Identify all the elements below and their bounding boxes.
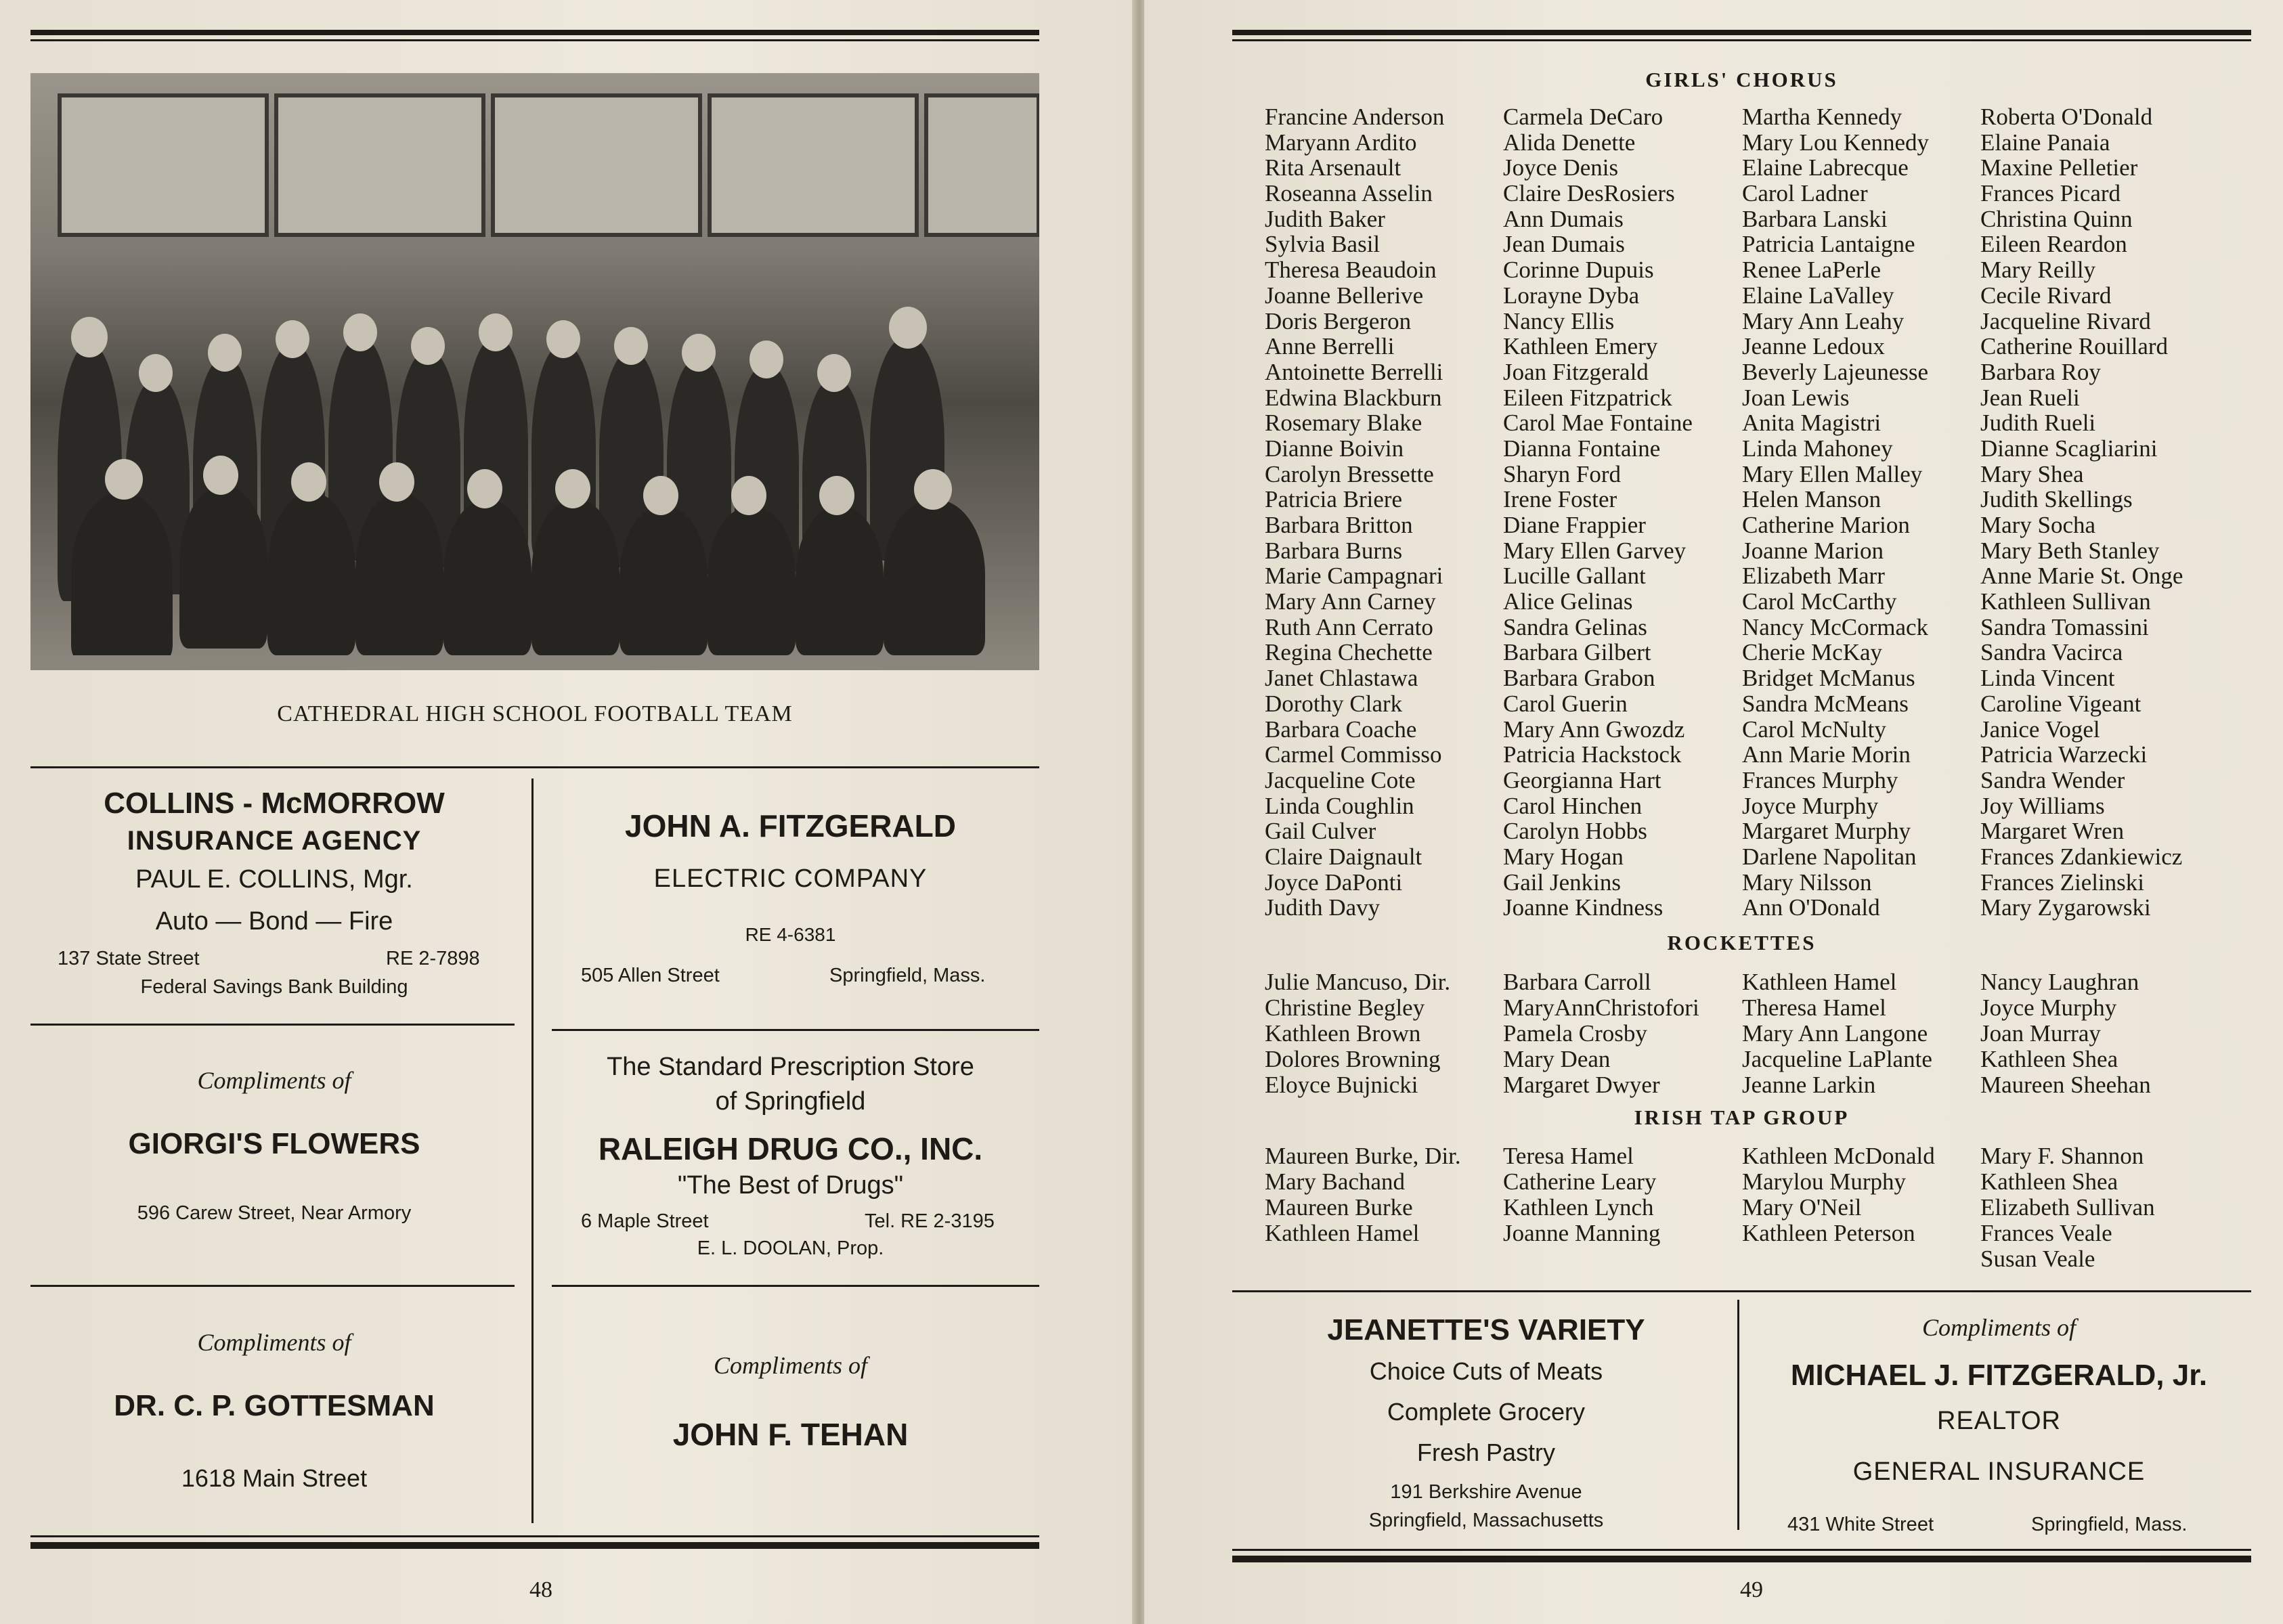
member-name: Teresa Hamel	[1503, 1143, 1634, 1169]
tehan-compliments: Compliments of	[713, 1352, 867, 1379]
fitzgerald-electric-city: Springfield, Mass.	[829, 965, 986, 986]
member-name: Barbara Gilbert	[1503, 639, 1651, 666]
window-pane	[58, 93, 269, 237]
member-name: Dianna Fontaine	[1503, 435, 1661, 462]
page-number-left: 48	[529, 1577, 552, 1602]
player-head	[479, 313, 513, 351]
member-name: Mary O'Neil	[1742, 1194, 1862, 1221]
player-figure	[796, 506, 884, 655]
window-pane	[708, 93, 919, 237]
member-name: Christina Quinn	[1980, 205, 2133, 232]
michael-address: 431 White Street	[1787, 1514, 1934, 1535]
michael-line-1: REALTOR	[1937, 1407, 2061, 1435]
player-head	[731, 476, 766, 515]
member-name: Joanne Kindness	[1503, 894, 1664, 921]
member-name: Frances Veale	[1980, 1220, 2112, 1246]
member-name: Gail Culver	[1265, 818, 1376, 845]
collins-building: Federal Savings Bank Building	[140, 976, 408, 998]
member-name: Corinne Dupuis	[1503, 257, 1654, 284]
ad-grid-rule	[30, 1285, 515, 1287]
raleigh-slogan: "The Best of Drugs"	[677, 1171, 904, 1200]
collins-manager: PAUL E. COLLINS, Mgr.	[135, 865, 413, 894]
member-name: Joanne Marion	[1742, 537, 1884, 564]
left-page	[0, 0, 1135, 1624]
member-name: Rita Arsenault	[1265, 154, 1401, 181]
member-name: Carmela DeCaro	[1503, 104, 1664, 130]
member-name: Ruth Ann Cerrato	[1265, 613, 1433, 640]
member-name: Anne Marie St. Onge	[1980, 563, 2183, 590]
member-name: Kathleen Peterson	[1742, 1220, 1915, 1246]
member-name: Dolores Browning	[1265, 1046, 1441, 1072]
member-name: Theresa Hamel	[1742, 994, 1886, 1021]
player-figure	[267, 493, 355, 655]
member-name: Alice Gelinas	[1503, 588, 1633, 615]
rockettes-column-1	[1265, 969, 1450, 1098]
member-name: Joyce Denis	[1503, 154, 1619, 181]
collins-lines: Auto — Bond — Fire	[155, 907, 393, 936]
player-head	[889, 307, 927, 349]
member-name: Maureen Burke, Dir.	[1265, 1143, 1461, 1169]
member-name: Carmel Commisso	[1265, 741, 1442, 768]
player-head	[411, 327, 445, 365]
member-name: Renee LaPerle	[1742, 257, 1882, 284]
gottesman-name: DR. C. P. GOTTESMAN	[114, 1389, 435, 1422]
member-name: Francine Anderson	[1265, 104, 1445, 130]
player-figure	[443, 500, 531, 655]
chorus-column-3	[1742, 104, 1929, 921]
window-pane	[491, 93, 702, 237]
player-head	[749, 341, 783, 378]
member-name: Anita Magistri	[1742, 410, 1882, 437]
member-name: MaryAnnChristofori	[1503, 994, 1699, 1021]
member-name: Doris Bergeron	[1265, 307, 1412, 334]
member-name: Joyce DaPonti	[1265, 869, 1403, 896]
member-name: Maureen Burke	[1265, 1194, 1413, 1221]
player-head	[819, 476, 854, 515]
member-name: Barbara Lanski	[1742, 205, 1888, 232]
rockettes-heading: ROCKETTES	[1667, 931, 1817, 954]
member-name: Julie Mancuso, Dir.	[1265, 969, 1451, 995]
raleigh-prop: E. L. DOOLAN, Prop.	[697, 1237, 884, 1259]
jeanette-address: 191 Berkshire Avenue	[1390, 1481, 1582, 1503]
player-figure	[708, 506, 796, 655]
member-name: Carol Guerin	[1503, 690, 1628, 717]
member-name: Elaine Panaia	[1980, 129, 2110, 156]
right-page	[1144, 0, 2283, 1624]
member-name: Bridget McManus	[1742, 665, 1915, 692]
member-name: Elizabeth Marr	[1742, 563, 1885, 590]
member-name: Carolyn Bressette	[1265, 460, 1434, 487]
chorus-column-4	[1980, 104, 2183, 921]
member-name: Barbara Burns	[1265, 537, 1403, 564]
team-photo	[30, 73, 1039, 670]
player-head	[203, 456, 238, 495]
member-name: Sandra Vacirca	[1980, 639, 2123, 666]
top-rule	[30, 30, 1039, 35]
player-head	[682, 334, 716, 372]
member-name: Linda Vincent	[1980, 665, 2115, 692]
player-figure	[619, 506, 708, 655]
page-number-right: 49	[1740, 1577, 1763, 1602]
member-name: Kathleen Brown	[1265, 1020, 1421, 1047]
member-name: Judith Davy	[1265, 894, 1380, 921]
member-name: Jean Rueli	[1980, 384, 2080, 411]
member-name: Judith Skellings	[1980, 486, 2133, 513]
bottom-rule-thin	[1232, 1549, 2251, 1551]
gottesman-address: 1618 Main Street	[181, 1464, 368, 1492]
ad-grid-rule	[552, 1285, 1039, 1287]
member-name: Judith Rueli	[1980, 410, 2096, 437]
member-name: Kathleen Hamel	[1742, 969, 1897, 995]
member-name: Barbara Roy	[1980, 358, 2101, 385]
member-name: Christine Begley	[1265, 994, 1425, 1021]
raleigh-phone: Tel. RE 2-3195	[865, 1210, 995, 1232]
member-name: Barbara Grabon	[1503, 665, 1655, 692]
member-name: Linda Coughlin	[1265, 792, 1414, 819]
member-name: Elaine LaValley	[1742, 282, 1894, 309]
member-name: Kathleen Hamel	[1265, 1220, 1420, 1246]
member-name: Mary Bachand	[1265, 1168, 1406, 1195]
fitzgerald-electric-address: 505 Allen Street	[581, 965, 720, 986]
irish-column-1	[1265, 1143, 1461, 1246]
member-name: Jacqueline Rivard	[1980, 307, 2151, 334]
player-head	[643, 476, 678, 515]
window-pane	[924, 93, 1039, 237]
rockettes-column-3	[1742, 969, 1932, 1098]
raleigh-tagline-1: The Standard Prescription Store	[607, 1053, 974, 1081]
member-name: Sharyn Ford	[1503, 460, 1622, 487]
player-head	[291, 462, 326, 502]
ground	[30, 655, 1039, 670]
member-name: Maryann Ardito	[1265, 129, 1417, 156]
member-name: Janet Chlastawa	[1265, 665, 1418, 692]
ad-grid-rule	[552, 1029, 1039, 1031]
member-name: Kathleen Emery	[1503, 333, 1658, 360]
member-name: Joyce Murphy	[1980, 994, 2117, 1021]
member-name: Carol McCarthy	[1742, 588, 1897, 615]
photo-caption: CATHEDRAL HIGH SCHOOL FOOTBALL TEAM	[277, 701, 793, 726]
member-name: Alida Denette	[1503, 129, 1636, 156]
member-name: Beverly Lajeunesse	[1742, 358, 1929, 385]
member-name: Antoinette Berrelli	[1265, 358, 1443, 385]
member-name: Sandra Tomassini	[1980, 613, 2149, 640]
player-head	[379, 462, 414, 502]
member-name: Frances Zielinski	[1980, 869, 2145, 896]
member-name: Mary Shea	[1980, 460, 2084, 487]
member-name: Mary Zygarowski	[1980, 894, 2151, 921]
member-name: Maureen Sheehan	[1980, 1072, 2151, 1098]
member-name: Georgianna Hart	[1503, 766, 1661, 793]
player-figure	[531, 500, 619, 655]
member-name: Mary Dean	[1503, 1046, 1611, 1072]
member-name: Claire DesRosiers	[1503, 180, 1675, 207]
irish-column-2	[1503, 1143, 1660, 1246]
rockettes-column-2	[1503, 969, 1699, 1098]
member-name: Roseanna Asselin	[1265, 180, 1433, 207]
jeanette-line-2: Complete Grocery	[1387, 1398, 1586, 1426]
player-head	[139, 354, 173, 392]
member-name: Diane Frappier	[1503, 512, 1646, 538]
member-name: Sandra McMeans	[1742, 690, 1909, 717]
member-name: Mary Beth Stanley	[1980, 537, 2160, 564]
member-name: Mary Ann Gwozdz	[1503, 716, 1685, 743]
member-name: Sandra Gelinas	[1503, 613, 1647, 640]
member-name: Mary F. Shannon	[1980, 1143, 2144, 1169]
giorgi-name: GIORGI'S FLOWERS	[128, 1127, 420, 1160]
michael-line-2: GENERAL INSURANCE	[1852, 1457, 2146, 1486]
fitzgerald-electric-phone: RE 4-6381	[745, 924, 836, 945]
member-name: Irene Foster	[1503, 486, 1617, 513]
member-name: Anne Berrelli	[1265, 333, 1395, 360]
irish-column-4	[1980, 1143, 2155, 1272]
member-name: Kathleen Lynch	[1503, 1194, 1654, 1221]
member-name: Carol Ladner	[1742, 180, 1868, 207]
player-head	[546, 320, 580, 358]
member-name: Dorothy Clark	[1265, 690, 1403, 717]
member-name: Nancy Laughran	[1980, 969, 2139, 995]
member-name: Barbara Carroll	[1503, 969, 1651, 995]
member-name: Sandra Wender	[1980, 766, 2125, 793]
member-name: Nancy McCormack	[1742, 613, 1929, 640]
fitzgerald-electric-name: JOHN A. FITZGERALD	[625, 808, 956, 843]
bottom-rule-thin	[30, 1535, 1039, 1537]
member-name: Mary Hogan	[1503, 843, 1624, 870]
member-name: Mary Reilly	[1980, 257, 2096, 284]
member-name: Jacqueline LaPlante	[1742, 1046, 1932, 1072]
player-head	[71, 317, 108, 357]
member-name: Barbara Coache	[1265, 716, 1417, 743]
collins-phone: RE 2-7898	[386, 948, 480, 969]
member-name: Susan Veale	[1980, 1246, 2095, 1272]
member-name: Jacqueline Cote	[1265, 766, 1416, 793]
member-name: Edwina Blackburn	[1265, 384, 1442, 411]
jeanette-city: Springfield, Massachusetts	[1368, 1510, 1604, 1531]
giorgi-compliments: Compliments of	[197, 1067, 351, 1094]
member-name: Gail Jenkins	[1503, 869, 1622, 896]
member-name: Darlene Napolitan	[1742, 843, 1917, 870]
jeanette-line-3: Fresh Pastry	[1416, 1439, 1556, 1466]
member-name: Catherine Leary	[1503, 1168, 1657, 1195]
member-name: Eileen Fitzpatrick	[1503, 384, 1672, 411]
member-name: Linda Mahoney	[1742, 435, 1893, 462]
member-name: Claire Daignault	[1265, 843, 1422, 870]
member-name: Joanne Manning	[1503, 1220, 1661, 1246]
member-name: Cherie McKay	[1742, 639, 1883, 666]
member-name: Regina Chechette	[1265, 639, 1433, 666]
member-name: Caroline Vigeant	[1980, 690, 2141, 717]
top-rule-thin	[30, 39, 1039, 41]
member-name: Frances Zdankiewicz	[1980, 843, 2183, 870]
player-head	[105, 459, 143, 500]
member-name: Ann O'Donald	[1742, 894, 1880, 921]
member-name: Janice Vogel	[1980, 716, 2100, 743]
member-name: Mary Ann Carney	[1265, 588, 1436, 615]
member-name: Jean Dumais	[1503, 231, 1625, 258]
player-head	[467, 469, 502, 508]
member-name: Margaret Wren	[1980, 818, 2125, 845]
member-name: Joy Williams	[1980, 792, 2105, 819]
member-name: Mary Ann Leahy	[1742, 307, 1905, 334]
member-name: Lorayne Dyba	[1503, 282, 1640, 309]
member-name: Catherine Marion	[1742, 512, 1910, 538]
member-name: Joan Lewis	[1742, 384, 1850, 411]
member-name: Patricia Lantaigne	[1742, 231, 1915, 258]
top-rule-thin	[1232, 39, 2251, 41]
member-name: Carol McNulty	[1742, 716, 1886, 743]
member-name: Margaret Dwyer	[1503, 1072, 1660, 1098]
bottom-rule	[30, 1542, 1039, 1549]
member-name: Elaine Labrecque	[1742, 154, 1909, 181]
member-name: Theresa Beaudoin	[1265, 257, 1437, 284]
ad-grid-rule	[1232, 1290, 2251, 1292]
member-name: Lucille Gallant	[1503, 563, 1646, 590]
member-name: Mary Ann Langone	[1742, 1020, 1928, 1047]
member-name: Eloyce Bujnicki	[1265, 1072, 1418, 1098]
collins-address: 137 State Street	[58, 948, 200, 969]
member-name: Nancy Ellis	[1503, 307, 1615, 334]
member-name: Frances Picard	[1980, 180, 2121, 207]
member-name: Cecile Rivard	[1980, 282, 2112, 309]
ad-grid-rule	[30, 1024, 515, 1026]
ad-grid-divider	[531, 778, 534, 1523]
member-name: Catherine Rouillard	[1980, 333, 2169, 360]
member-name: Joan Fitzgerald	[1503, 358, 1649, 385]
member-name: Ann Marie Morin	[1742, 741, 1911, 768]
gottesman-compliments: Compliments of	[197, 1329, 351, 1356]
player-head	[343, 313, 377, 351]
member-name: Kathleen Sullivan	[1980, 588, 2151, 615]
player-head	[914, 469, 952, 510]
member-name: Marie Campagnari	[1265, 563, 1443, 590]
member-name: Ann Dumais	[1503, 205, 1624, 232]
ad-grid-rule	[30, 766, 1039, 768]
member-name: Mary Socha	[1980, 512, 2096, 538]
member-name: Frances Murphy	[1742, 766, 1898, 793]
member-name: Joanne Bellerive	[1265, 282, 1424, 309]
member-name: Joyce Murphy	[1742, 792, 1879, 819]
member-name: Helen Manson	[1742, 486, 1882, 513]
player-head	[208, 334, 242, 372]
member-name: Carol Mae Fontaine	[1503, 410, 1693, 437]
member-name: Jeanne Larkin	[1742, 1072, 1876, 1098]
member-name: Margaret Murphy	[1742, 818, 1911, 845]
member-name: Mary Nilsson	[1742, 869, 1872, 896]
top-rule	[1232, 30, 2251, 35]
member-name: Sylvia Basil	[1265, 231, 1380, 258]
chorus-column-1	[1265, 104, 1444, 921]
irish-tap-heading: IRISH TAP GROUP	[1634, 1105, 1850, 1129]
tehan-name: JOHN F. TEHAN	[672, 1417, 909, 1452]
chorus-column-2	[1503, 104, 1693, 921]
window-pane	[274, 93, 485, 237]
player-head	[276, 320, 309, 358]
member-name: Judith Baker	[1265, 205, 1385, 232]
player-figure	[355, 493, 443, 655]
collins-sub: INSURANCE AGENCY	[127, 826, 422, 856]
member-name: Joan Murray	[1980, 1020, 2101, 1047]
giorgi-address: 596 Carew Street, Near Armory	[137, 1202, 412, 1224]
member-name: Kathleen McDonald	[1742, 1143, 1935, 1169]
chorus-heading: GIRLS' CHORUS	[1645, 68, 1838, 91]
player-head	[555, 469, 590, 508]
member-name: Kathleen Shea	[1980, 1046, 2118, 1072]
member-name: Barbara Britton	[1265, 512, 1413, 538]
raleigh-tagline-2: of Springfield	[715, 1087, 866, 1116]
jeanette-name: JEANETTE'S VARIETY	[1327, 1313, 1645, 1346]
fitzgerald-electric-sub: ELECTRIC COMPANY	[653, 864, 928, 893]
member-name: Patricia Hackstock	[1503, 741, 1682, 768]
michael-compliments: Compliments of	[1921, 1314, 2076, 1341]
member-name: Patricia Briere	[1265, 486, 1403, 513]
player-figure	[179, 486, 267, 649]
member-name: Dianne Boivin	[1265, 435, 1404, 462]
member-name: Roberta O'Donald	[1980, 104, 2153, 130]
raleigh-name: RALEIGH DRUG CO., INC.	[598, 1131, 983, 1166]
member-name: Eileen Reardon	[1980, 231, 2127, 258]
michael-name: MICHAEL J. FITZGERALD, Jr.	[1790, 1359, 2208, 1392]
collins-name: COLLINS - McMORROW	[104, 787, 445, 820]
member-name: Pamela Crosby	[1503, 1020, 1647, 1047]
irish-column-3	[1742, 1143, 1935, 1246]
member-name: Maxine Pelletier	[1980, 154, 2138, 181]
member-name: Patricia Warzecki	[1980, 741, 2148, 768]
michael-city: Springfield, Mass.	[2031, 1514, 2188, 1535]
member-name: Dianne Scagliarini	[1980, 435, 2158, 462]
member-name: Rosemary Blake	[1265, 410, 1422, 437]
member-name: Marylou Murphy	[1742, 1168, 1907, 1195]
member-name: Mary Ellen Garvey	[1503, 537, 1687, 564]
member-name: Mary Lou Kennedy	[1742, 129, 1930, 156]
rockettes-column-4	[1980, 969, 2151, 1098]
member-name: Mary Ellen Malley	[1742, 460, 1923, 487]
ad-grid-divider	[1737, 1300, 1739, 1530]
member-name: Carolyn Hobbs	[1503, 818, 1647, 845]
raleigh-address: 6 Maple Street	[581, 1210, 709, 1232]
player-head	[614, 327, 648, 365]
member-name: Martha Kennedy	[1742, 104, 1902, 130]
member-name: Jeanne Ledoux	[1742, 333, 1885, 360]
player-figure	[71, 493, 173, 662]
member-name: Elizabeth Sullivan	[1980, 1194, 2155, 1221]
jeanette-line-1: Choice Cuts of Meats	[1369, 1357, 1603, 1385]
member-name: Carol Hinchen	[1503, 792, 1643, 819]
player-figure	[884, 500, 985, 655]
member-name: Kathleen Shea	[1980, 1168, 2118, 1195]
player-head	[817, 354, 851, 392]
bottom-rule	[1232, 1556, 2251, 1562]
